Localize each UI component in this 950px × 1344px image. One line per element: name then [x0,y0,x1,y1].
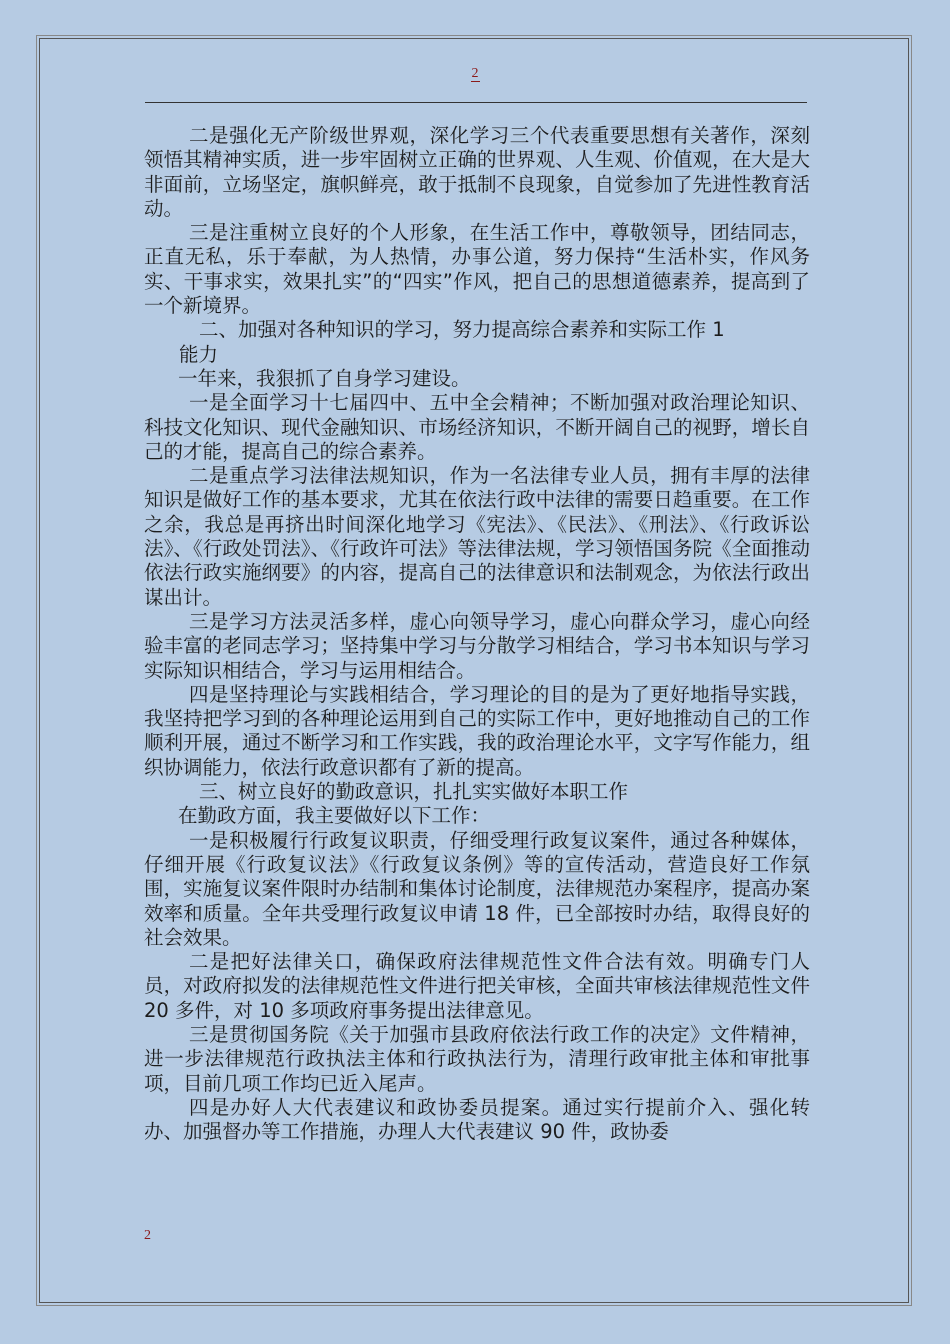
paragraph: 三是学习方法灵活多样，虚心向领导学习，虚心向群众学习，虚心向经验丰富的老同志学习；坚持集中学习与分散学习相结合，学习书本知识与学习实际知识相结合，学习与运用相结合。 [144,609,810,682]
section-heading: 三、树立良好的勤政意识，扎扎实实做好本职工作 [199,780,629,804]
paragraph: 一是积极履行行政复议职责，仔细受理行政复议案件，通过各种媒体，仔细开展《行政复议法》《行政复议条例》等的宣传活动，营造良好工作氛围，实施复议案件限时办结制和集体讨论制度，法律规范办案程序，提高办案效率和质量。全年共受理行政复议申请 18 件，已全部按时办结，取得良好的社会效果。 [144,828,810,949]
paragraph: 二是强化无产阶级世界观，深化学习三个代表重要思想有关著作，深刻领悟其精神实质，进一步牢固树立正确的世界观、人生观、价值观，在大是大非面前，立场坚定，旗帜鲜亮，敢于抵制不良现象，自觉参加了先进性教育活动。 [144,124,810,220]
paragraph: 四是坚持理论与实践相结合，学习理论的目的是为了更好地指导实践，我坚持把学习到的各种理论运用到自己的实际工作中，更好地推动自己的工作顺利开展，通过不断学习和工作实践，我的政治理论水平，文字写作能力，组织协调能力，依法行政意识都有了新的提高。 [144,682,810,779]
footer-page-number: 2 [144,1228,151,1243]
paragraph: 一是全面学习十七届四中、五中全会精神；不断加强对政治理论知识、科技文化知识、现代金融知识、市场经济知识，不断开阔自己的视野，增长自己的才能，提高自己的综合素养。 [144,391,810,463]
paragraph: 三是贯彻国务院《关于加强市县政府依法行政工作的决定》文件精神，进一步法律规范行政执法主体和行政执法行为，清理行政审批主体和审批事项，目前几项工作均已近入尾声。 [144,1022,810,1095]
section-heading: 二、加强对各种知识的学习，努力提高综合素养和实际工作 1 [199,318,725,342]
paragraph: 三是注重树立良好的个人形象，在生活工作中，尊敬领导，团结同志，正直无私，乐于奉献，为人热情，办事公道，努力保持“生活朴实，作风务实、干事求实，效果扎实”的“四实”作风，把自己的思想道德素养，提高到了一个新境界。 [144,221,810,318]
paragraph: 一年来，我狠抓了自身学习建设。 [178,366,471,390]
paragraph: 四是办好人大代表建议和政协委员提案。通过实行提前介入、强化转办、加强督办等工作措施，办理人大代表建议 90 件，政协委 [144,1095,810,1144]
paragraph: 能力 [179,342,219,366]
paragraph: 二是把好法律关口，确保政府法律规范性文件合法有效。明确专门人员，对政府拟发的法律规范性文件进行把关审核，全面共审核法律规范性文件 20 多件，对 10 多项政府事务提出法律意见。 [144,950,810,1022]
document-body [144,124,810,1144]
paragraph: 二是重点学习法律法规知识，作为一名法律专业人员，拥有丰厚的法律知识是做好工作的基本要求，尤其在依法行政中法律的需要日趋重要。在工作之余，我总是再挤出时间深化地学习《宪法》、《民法》、《刑法》、《行政诉讼法》、《行政处罚法》、《行政许可法》等法律法规，学习领悟国务院《全面推动依法行政实施纲要》的内容，提高自己的法律意识和法制观念，为依法行政出谋出计。 [144,464,810,609]
paragraph: 在勤政方面，我主要做好以下工作： [178,804,491,828]
header-rule [145,102,807,103]
header-page-number: 2 [471,66,479,81]
